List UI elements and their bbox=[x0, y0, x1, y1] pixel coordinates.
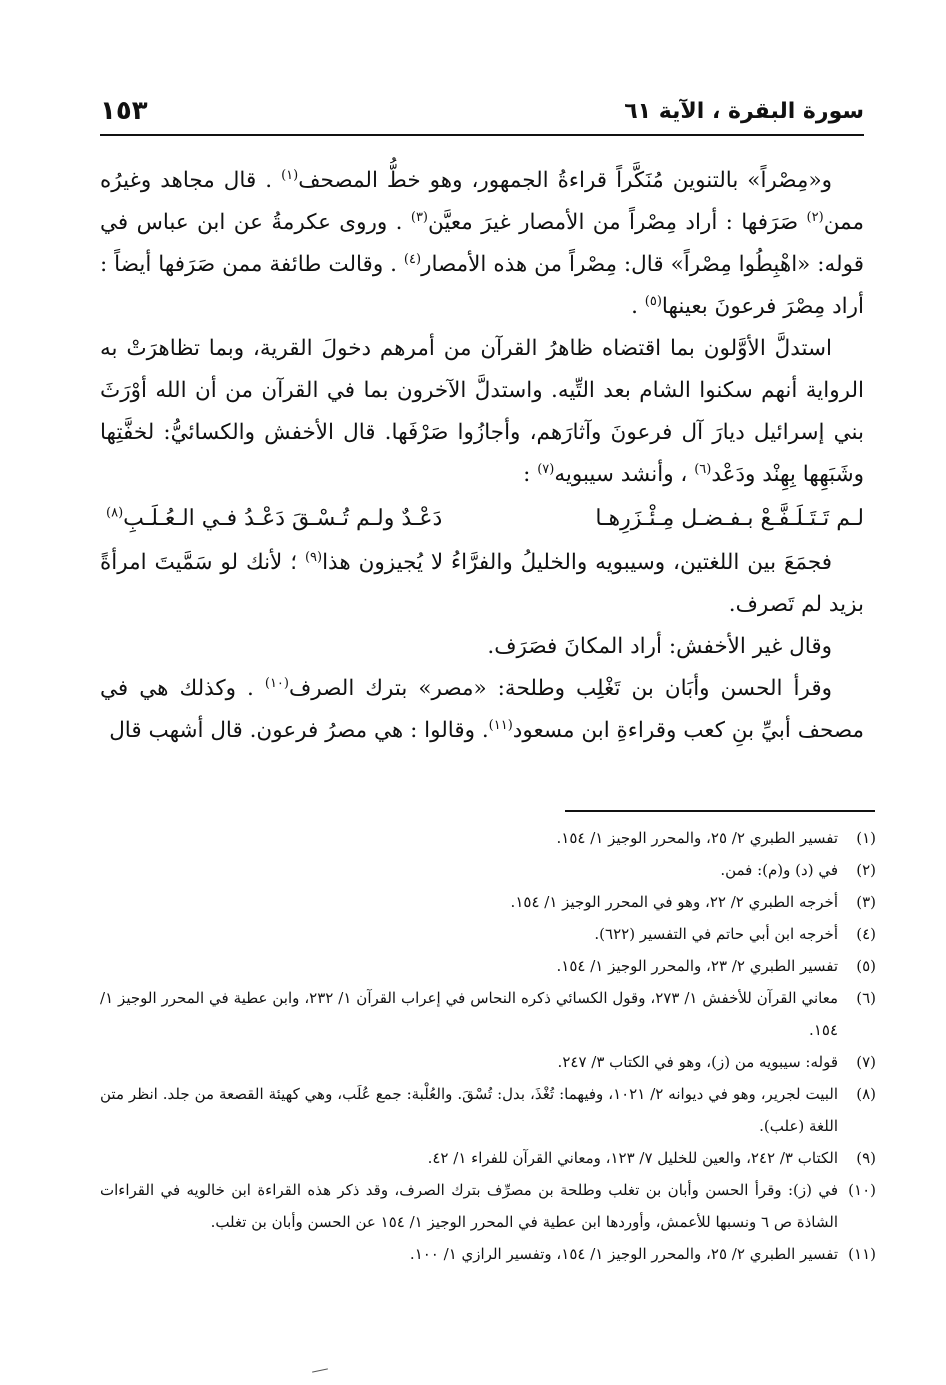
footnote-number: (٥) bbox=[856, 957, 876, 975]
poetry-verse bbox=[100, 496, 864, 542]
verse-left-hemistich-wrap bbox=[106, 496, 442, 542]
footnote-number: (٦) bbox=[856, 989, 876, 1007]
text-segment: . وقالوا : هي مصرُ فرعون. قال أشهب قال bbox=[109, 718, 489, 743]
footnote-text: الكتاب ٣/ ٢٤٢، والعين للخليل ٧/ ١٢٣، ومعاني القرآن للفراء ١/ ٤٢. bbox=[427, 1149, 838, 1167]
footnote-number: (٣) bbox=[856, 893, 876, 911]
footnote-item bbox=[100, 950, 876, 982]
footnote-number: (١) bbox=[856, 829, 876, 847]
footnote-text: في (ز): وقرأ الحسن وأبان بن تغلب وطلحة بن مصرِّف بترك الصرف، وقد ذكر هذه القراءة ابن خالويه في القراءات الشاذة ص ٦ ونسبها للأعمش، وأوردها ابن عطية في المحرر الوجيز ١/ ١٥٤ عن الحسن وأبان بن تغلب. bbox=[100, 1181, 838, 1231]
footnote-ref[interactable]: (٤) bbox=[403, 251, 422, 267]
text-segment: وقال غير الأخفش: أراد المكانَ فصَرَف. bbox=[487, 634, 832, 659]
paragraph-1 bbox=[100, 160, 864, 328]
text-segment: استدلَّ الأوَّلون بما اقتضاه ظاهرُ القرآن من أمرهم دخولَ القرية، وبما تظاهرَتْ به الرواية أنهم سكنوا الشام بعد التِّيه. واستدلَّ الآخرون بما في القرآن من أن الله أوْرَثَ بني إسرائيل ديارَ آل فرعونَ وآثارَهم، وأجازُوا صَرْفَها. قال الأخفش والكسائيُّ: لخفَّتِها وشَبَهِها بِهِنْد ودَعْد bbox=[100, 336, 864, 487]
paragraph-3 bbox=[100, 542, 864, 626]
footnote-separator bbox=[565, 810, 875, 812]
running-header bbox=[100, 88, 864, 136]
paragraph-4 bbox=[100, 626, 864, 668]
footnote-text: أخرجه ابن أبي حاتم في التفسير (٦٢٢). bbox=[594, 925, 838, 943]
paragraph-2 bbox=[100, 328, 864, 496]
footnote-number: (٩) bbox=[856, 1149, 876, 1167]
text-segment: ، وأنشد سيبويه bbox=[554, 462, 695, 487]
text-segment: و«مِصْراً» بالتنوين مُنَكَّراً قراءةُ الجمهور، وهو خطُّ المصحف bbox=[298, 168, 832, 193]
footnote-ref[interactable]: (٣) bbox=[410, 209, 428, 225]
page-number: ١٥٣ bbox=[100, 96, 148, 126]
footnote-text: البيت لجرير، وهو في ديوانه ٢/ ١٠٢١، وفيهما: تُغْذَ، بدل: تُسْقَ. والعُلْبة: جمع عُلَب، وهي كهيئة القصعة من جلد. انظر متن اللغة (علب). bbox=[100, 1085, 838, 1135]
footnotes bbox=[100, 822, 876, 1270]
footnote-number: (٢) bbox=[856, 861, 876, 879]
footnote-ref[interactable]: (١١) bbox=[488, 717, 513, 733]
footnote-ref[interactable]: (٧) bbox=[537, 461, 555, 477]
footnote-text: في (د) و(م): فمن. bbox=[720, 861, 838, 879]
footnote-number: (٨) bbox=[856, 1085, 876, 1103]
text-segment: . قال مجاهد وغيرُه ممن bbox=[100, 168, 864, 235]
footnote-item bbox=[100, 854, 876, 886]
text-segment: . وروى عكرمةُ عن ابن عباس في قوله: «اهْبِطُوا مِصْراً» قال: مِصْراً من هذه الأمصار bbox=[100, 210, 864, 277]
footnote-item bbox=[100, 1142, 876, 1174]
footnote-item bbox=[100, 886, 876, 918]
footnote-text: تفسير الطبري ٢/ ٢٥، والمحرر الوجيز ١/ ١٥٤. bbox=[556, 829, 838, 847]
surah-title: سورة البقرة ، الآية ٦١ bbox=[624, 98, 864, 124]
footnote-item bbox=[100, 918, 876, 950]
footnote-number: (٧) bbox=[856, 1053, 876, 1071]
footnote-text: أخرجه الطبري ٢/ ٢٢، وهو في المحرر الوجيز ١/ ١٥٤. bbox=[510, 893, 838, 911]
footnote-ref[interactable]: (٢) bbox=[806, 209, 824, 225]
footnote-item bbox=[100, 1238, 876, 1270]
footnote-ref[interactable]: (١٠) bbox=[264, 675, 289, 691]
footnote-number: (١٠) bbox=[848, 1181, 876, 1199]
text-segment: فجمَعَ بين اللغتين، وسيبويه والخليلُ والفرَّاءُ لا يُجيزون هذا bbox=[322, 550, 832, 575]
text-segment: . وكذلك هي في مصحف أبيِّ بنِ كعب وقراءةِ ابن مسعود bbox=[100, 676, 864, 743]
footnote-text: تفسير الطبري ٢/ ٢٣، والمحرر الوجيز ١/ ١٥٤. bbox=[556, 957, 838, 975]
footnote-item bbox=[100, 822, 876, 854]
footnote-ref[interactable]: (٥) bbox=[644, 293, 662, 309]
text-segment: وقرأ الحسن وأبَان بن تَغْلِب وطلحة: «مصر» بترك الصرف bbox=[288, 676, 832, 701]
footnote-ref[interactable]: (٩) bbox=[304, 549, 323, 565]
footnote-text: قوله: سيبويه من (ز)، وهو في الكتاب ٣/ ٢٤٧. bbox=[557, 1053, 838, 1071]
footnote-text: تفسير الطبري ٢/ ٢٥، والمحرر الوجيز ١/ ١٥٤، وتفسير الرازي ١/ ١٠٠. bbox=[409, 1245, 838, 1263]
text-segment: . وقالت طائفة ممن صَرَفها أيضاً : أراد مِصْرَ فرعونَ بعينها bbox=[100, 252, 864, 319]
footnote-text: معاني القرآن للأخفش ١/ ٢٧٣، وقول الكسائي ذكره النحاس في إعراب القرآن ١/ ٢٣٢، وابن عطية في المحرر الوجيز ١/ ١٥٤. bbox=[100, 989, 839, 1039]
text-segment: صَرَفها : أراد مِصْراً من الأمصار غيرَ معيَّن bbox=[428, 210, 807, 235]
footnote-item bbox=[100, 1174, 876, 1238]
footnote-ref[interactable]: (١) bbox=[281, 167, 299, 183]
verse-right-hemistich: لـم تَـتَـلَـفَّـعْ بـفـضـل مِـئْـزَرِهـا bbox=[595, 506, 864, 531]
footnote-item bbox=[100, 1046, 876, 1078]
scan-mark bbox=[312, 1368, 328, 1372]
text-segment: . bbox=[631, 294, 645, 319]
footnote-number: (١١) bbox=[848, 1245, 876, 1263]
footnote-ref[interactable]: (٨) bbox=[106, 505, 124, 521]
text-segment: ؛ لأنك لو سَمَّيتَ امرأةً بزيد لم تَصرف. bbox=[100, 550, 864, 617]
footnote-item bbox=[100, 982, 876, 1046]
paragraph-5 bbox=[100, 668, 864, 752]
verse-left-hemistich: دَعْـدٌ ولـم تُـسْـقَ دَعْـدُ فـي الـعُـلَـبِ bbox=[123, 506, 443, 531]
footnote-number: (٤) bbox=[856, 925, 876, 943]
main-text bbox=[100, 160, 864, 752]
footnote-ref[interactable]: (٦) bbox=[694, 461, 712, 477]
text-segment: : bbox=[523, 462, 538, 487]
footnote-item bbox=[100, 1078, 876, 1142]
